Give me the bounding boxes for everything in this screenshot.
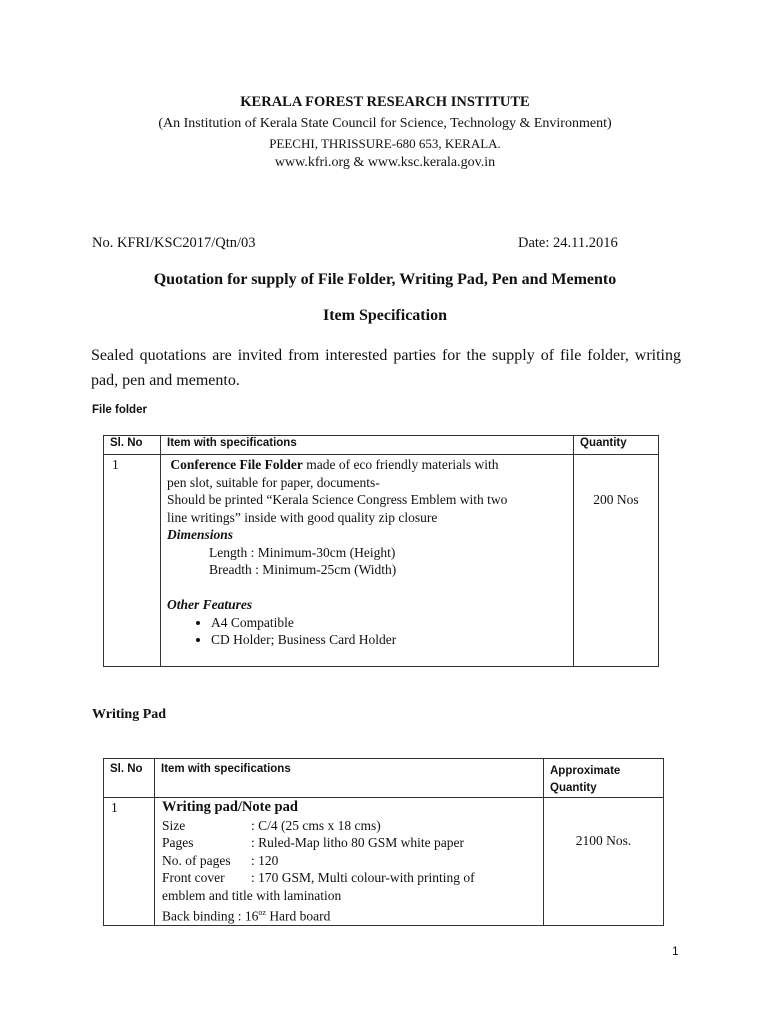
reference-number: No. KFRI/KSC2017/Qtn/03 bbox=[92, 235, 256, 251]
features-list bbox=[167, 614, 569, 649]
header-quantity: Quantity bbox=[574, 436, 659, 455]
document-date: Date: 24.11.2016 bbox=[518, 235, 618, 251]
file-folder-table bbox=[103, 435, 659, 667]
row-item-spec bbox=[161, 455, 574, 667]
spec-page-count: No. of pages : 120 bbox=[162, 852, 279, 868]
document-subtitle: Item Specification bbox=[323, 307, 447, 324]
spec-size: Size : C/4 (25 cms x 18 cms) bbox=[162, 817, 381, 833]
row-quantity: 2100 Nos. bbox=[544, 798, 664, 926]
intro-paragraph: Sealed quotations are invited from interested parties for the supply of file folder, writing pad, pen and memento. bbox=[91, 347, 681, 389]
writing-pad-table bbox=[103, 758, 664, 926]
spec-back-binding: Back binding : $16^{oz}$ Hard board bbox=[162, 908, 331, 924]
dimensions-label: Dimensions bbox=[167, 527, 234, 542]
table-row bbox=[104, 798, 664, 926]
spec-pages: Pages : Ruled-Map litho 80 GSM white paper bbox=[162, 835, 464, 850]
address-line: PEECHI, THRISSURE-680 653, KERALA. bbox=[269, 136, 501, 151]
desc-line-3: Should be printed “Kerala Science Congress Emblem with two bbox=[167, 492, 508, 507]
table-header-row bbox=[104, 759, 664, 798]
header-quantity bbox=[544, 759, 664, 798]
header-quantity-line-1: Approximate bbox=[550, 765, 621, 777]
row-slno: 1 bbox=[104, 798, 155, 926]
row-slno: 1 bbox=[104, 455, 161, 667]
document-title: Quotation for supply of File Folder, Writing Pad, Pen and Memento bbox=[153, 271, 617, 288]
item-name: Conference File Folder bbox=[170, 457, 303, 472]
table-row bbox=[104, 455, 659, 667]
item-name: Writing pad/Note pad bbox=[162, 799, 298, 815]
header-item: Item with specifications bbox=[161, 436, 574, 455]
websites-line: www.kfri.org & www.ksc.kerala.gov.in bbox=[274, 155, 496, 170]
desc-line-1: made of eco friendly materials with bbox=[302, 457, 499, 472]
desc-line-2: pen slot, suitable for paper, documents- bbox=[167, 474, 380, 490]
spec-front-cover-cont: emblem and title with lamination bbox=[162, 887, 342, 903]
features-label: Other Features bbox=[167, 597, 253, 612]
row-quantity: 200 Nos bbox=[574, 455, 659, 667]
header-quantity-line-2: Quantity bbox=[550, 782, 597, 794]
institute-name: KERALA FOREST RESEARCH INSTITUTE bbox=[240, 94, 530, 110]
desc-line-4: line writings” inside with good quality zip closure bbox=[167, 509, 438, 525]
affiliation-line: (An Institution of Kerala State Council for Science, Technology & Environment) bbox=[158, 116, 612, 131]
header-item: Item with specifications bbox=[155, 759, 544, 798]
header-slno: Sl. No bbox=[104, 759, 155, 798]
list-item: • CD Holder; Business Card Holder bbox=[211, 631, 569, 649]
list-item: • A4 Compatible bbox=[211, 614, 569, 632]
dimension-length: Length : Minimum-30cm (Height) bbox=[209, 544, 396, 560]
table-header-row bbox=[104, 436, 659, 455]
writing-pad-section-label: Writing Pad bbox=[92, 707, 167, 722]
file-folder-section-label: File folder bbox=[92, 404, 147, 416]
header-slno: Sl. No bbox=[104, 436, 161, 455]
dimension-breadth: Breadth : Minimum-25cm (Width) bbox=[209, 562, 397, 577]
row-item-spec bbox=[155, 798, 544, 926]
spec-front-cover: Front cover : 170 GSM, Multi colour-with printing of bbox=[162, 870, 475, 885]
page-number: 1 bbox=[672, 944, 679, 958]
